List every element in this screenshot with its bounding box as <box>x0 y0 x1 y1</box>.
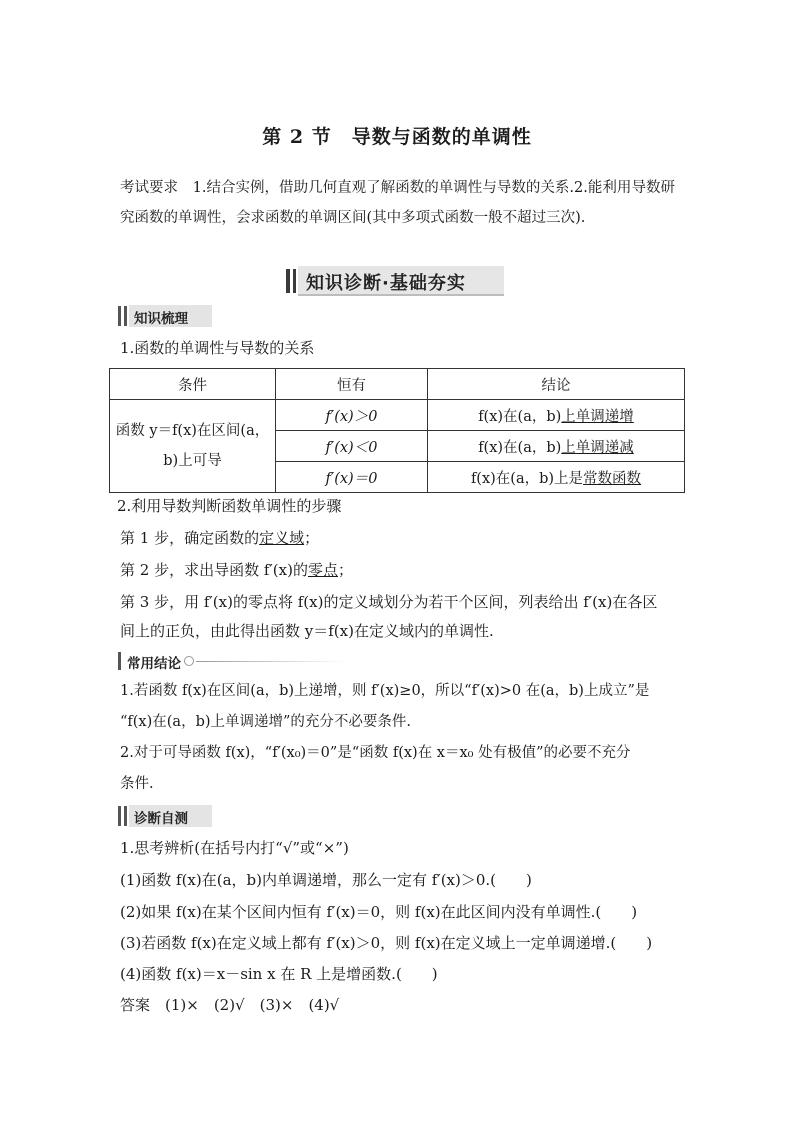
step2-suffix: ； <box>338 561 354 579</box>
tag-bar-decoration <box>124 806 127 826</box>
diag-item: (3)若函数 f(x)在定义域上都有 f′(x)＞0，则 f(x)在定义域上一定单调递增.( ) <box>120 934 653 952</box>
table-derivative-cell: f′(x)＜0 <box>276 431 428 462</box>
table-header-cell: 条件 <box>110 369 276 400</box>
table-derivative-cell: f′(x)＝0 <box>276 462 428 493</box>
conclusion1-line1: 1.若函数 f(x)在区间(a，b)上递增，则 f′(x)≥0，所以“f′(x)>0 在(a，b)上成立”是 <box>120 683 650 699</box>
banner-text: 知识诊断·基础夯实 <box>306 273 466 294</box>
monotonicity-table <box>109 368 685 493</box>
conclusion-prefix: f(x)在(a，b) <box>478 408 562 425</box>
page-title: 第 2 节 导数与函数的单调性 <box>262 126 532 148</box>
item1-title: 1.函数的单调性与导数的关系 <box>120 339 315 357</box>
tag-bar-decoration <box>118 652 121 670</box>
tag-dot-decoration <box>184 656 194 666</box>
step2 <box>120 560 353 580</box>
conclusion-prefix: f(x)在(a，b) <box>478 439 562 456</box>
section-banner <box>286 266 506 296</box>
step1-suffix: ； <box>304 529 320 547</box>
table-conclusion-cell <box>428 400 685 431</box>
condition-line2: b)上可导 <box>163 453 222 469</box>
step3-line1: 第 3 步，用 f′(x)的零点将 f(x)的定义域划分为若干个区间，列表给出 f′(x)在各区 <box>120 593 658 611</box>
tag-diagnosis-label: 诊断自测 <box>134 811 188 827</box>
tag-bar-decoration <box>124 306 127 326</box>
diag-item: (1)函数 f(x)在(a，b)内单调递增，那么一定有 f′(x)＞0.( ) <box>120 871 532 889</box>
step2-prefix: 第 2 步，求出导函数 f′(x)的 <box>120 561 308 579</box>
table-condition-cell <box>110 400 276 493</box>
table-row <box>110 400 685 431</box>
conclusion-prefix: f(x)在(a，b)上是 <box>470 470 584 487</box>
conclusion-key: 常数函数 <box>583 470 642 487</box>
banner-bar-decoration <box>286 269 290 293</box>
table-header-row <box>110 369 685 400</box>
diag-q1-title: 1.思考辨析(在括号内打“√”或“×”) <box>120 839 349 857</box>
item2-title: 2.利用导数判断函数单调性的步骤 <box>117 497 342 515</box>
conclusion2-line1: 2.对于可导函数 f(x)，“f′(x₀)＝0”是“函数 f(x)在 x＝x₀ 处有极值”的必要不充分 <box>120 745 631 761</box>
conclusion-key: 上单调递增 <box>561 408 634 425</box>
step1-prefix: 第 1 步，确定函数的 <box>120 529 260 547</box>
diag-answer: 答案 (1)× (2)√ (3)× (4)√ <box>120 996 340 1014</box>
tag-diagnosis <box>118 805 214 827</box>
exam-requirements: 考试要求 1.结合实例，借助几何直观了解函数的单调性与导数的关系.2.能利用导数研究函数的单调性，会求函数的单调区间(其中多项式函数一般不超过三次). <box>120 180 675 226</box>
conclusion1-line2: “f(x)在(a，b)上单调递增”的充分不必要条件. <box>120 714 412 730</box>
conclusion2-line2: 条件. <box>120 776 154 792</box>
diag-item: (2)如果 f(x)在某个区间内恒有 f′(x)＝0，则 f(x)在此区间内没有单调性.( ) <box>120 903 638 921</box>
tag-line-decoration <box>196 661 346 662</box>
tag-knowledge <box>118 305 214 327</box>
tag-bar-decoration <box>118 306 121 326</box>
step1-key: 定义域 <box>259 529 305 547</box>
tag-common-label: 常用结论 <box>127 656 181 672</box>
table-conclusion-cell <box>428 431 685 462</box>
tag-common <box>118 650 348 672</box>
condition-line1: 函数 y＝f(x)在区间(a， <box>115 423 270 439</box>
step2-key: 零点 <box>307 561 338 579</box>
table-conclusion-cell <box>428 462 685 493</box>
table-derivative-cell: f′(x)＞0 <box>276 400 428 431</box>
tag-knowledge-label: 知识梳理 <box>134 311 188 327</box>
table-header-cell: 恒有 <box>276 369 428 400</box>
conclusion-key: 上单调递减 <box>561 439 634 456</box>
banner-bar-decoration <box>293 269 296 293</box>
step3-line2: 间上的正负，由此得出函数 y＝f(x)在定义域内的单调性. <box>120 622 494 640</box>
diag-item: (4)函数 f(x)＝x－sin x 在 R 上是增函数.( ) <box>120 965 438 983</box>
step1 <box>120 528 319 548</box>
tag-bar-decoration <box>118 806 121 826</box>
table-header-cell: 结论 <box>428 369 685 400</box>
